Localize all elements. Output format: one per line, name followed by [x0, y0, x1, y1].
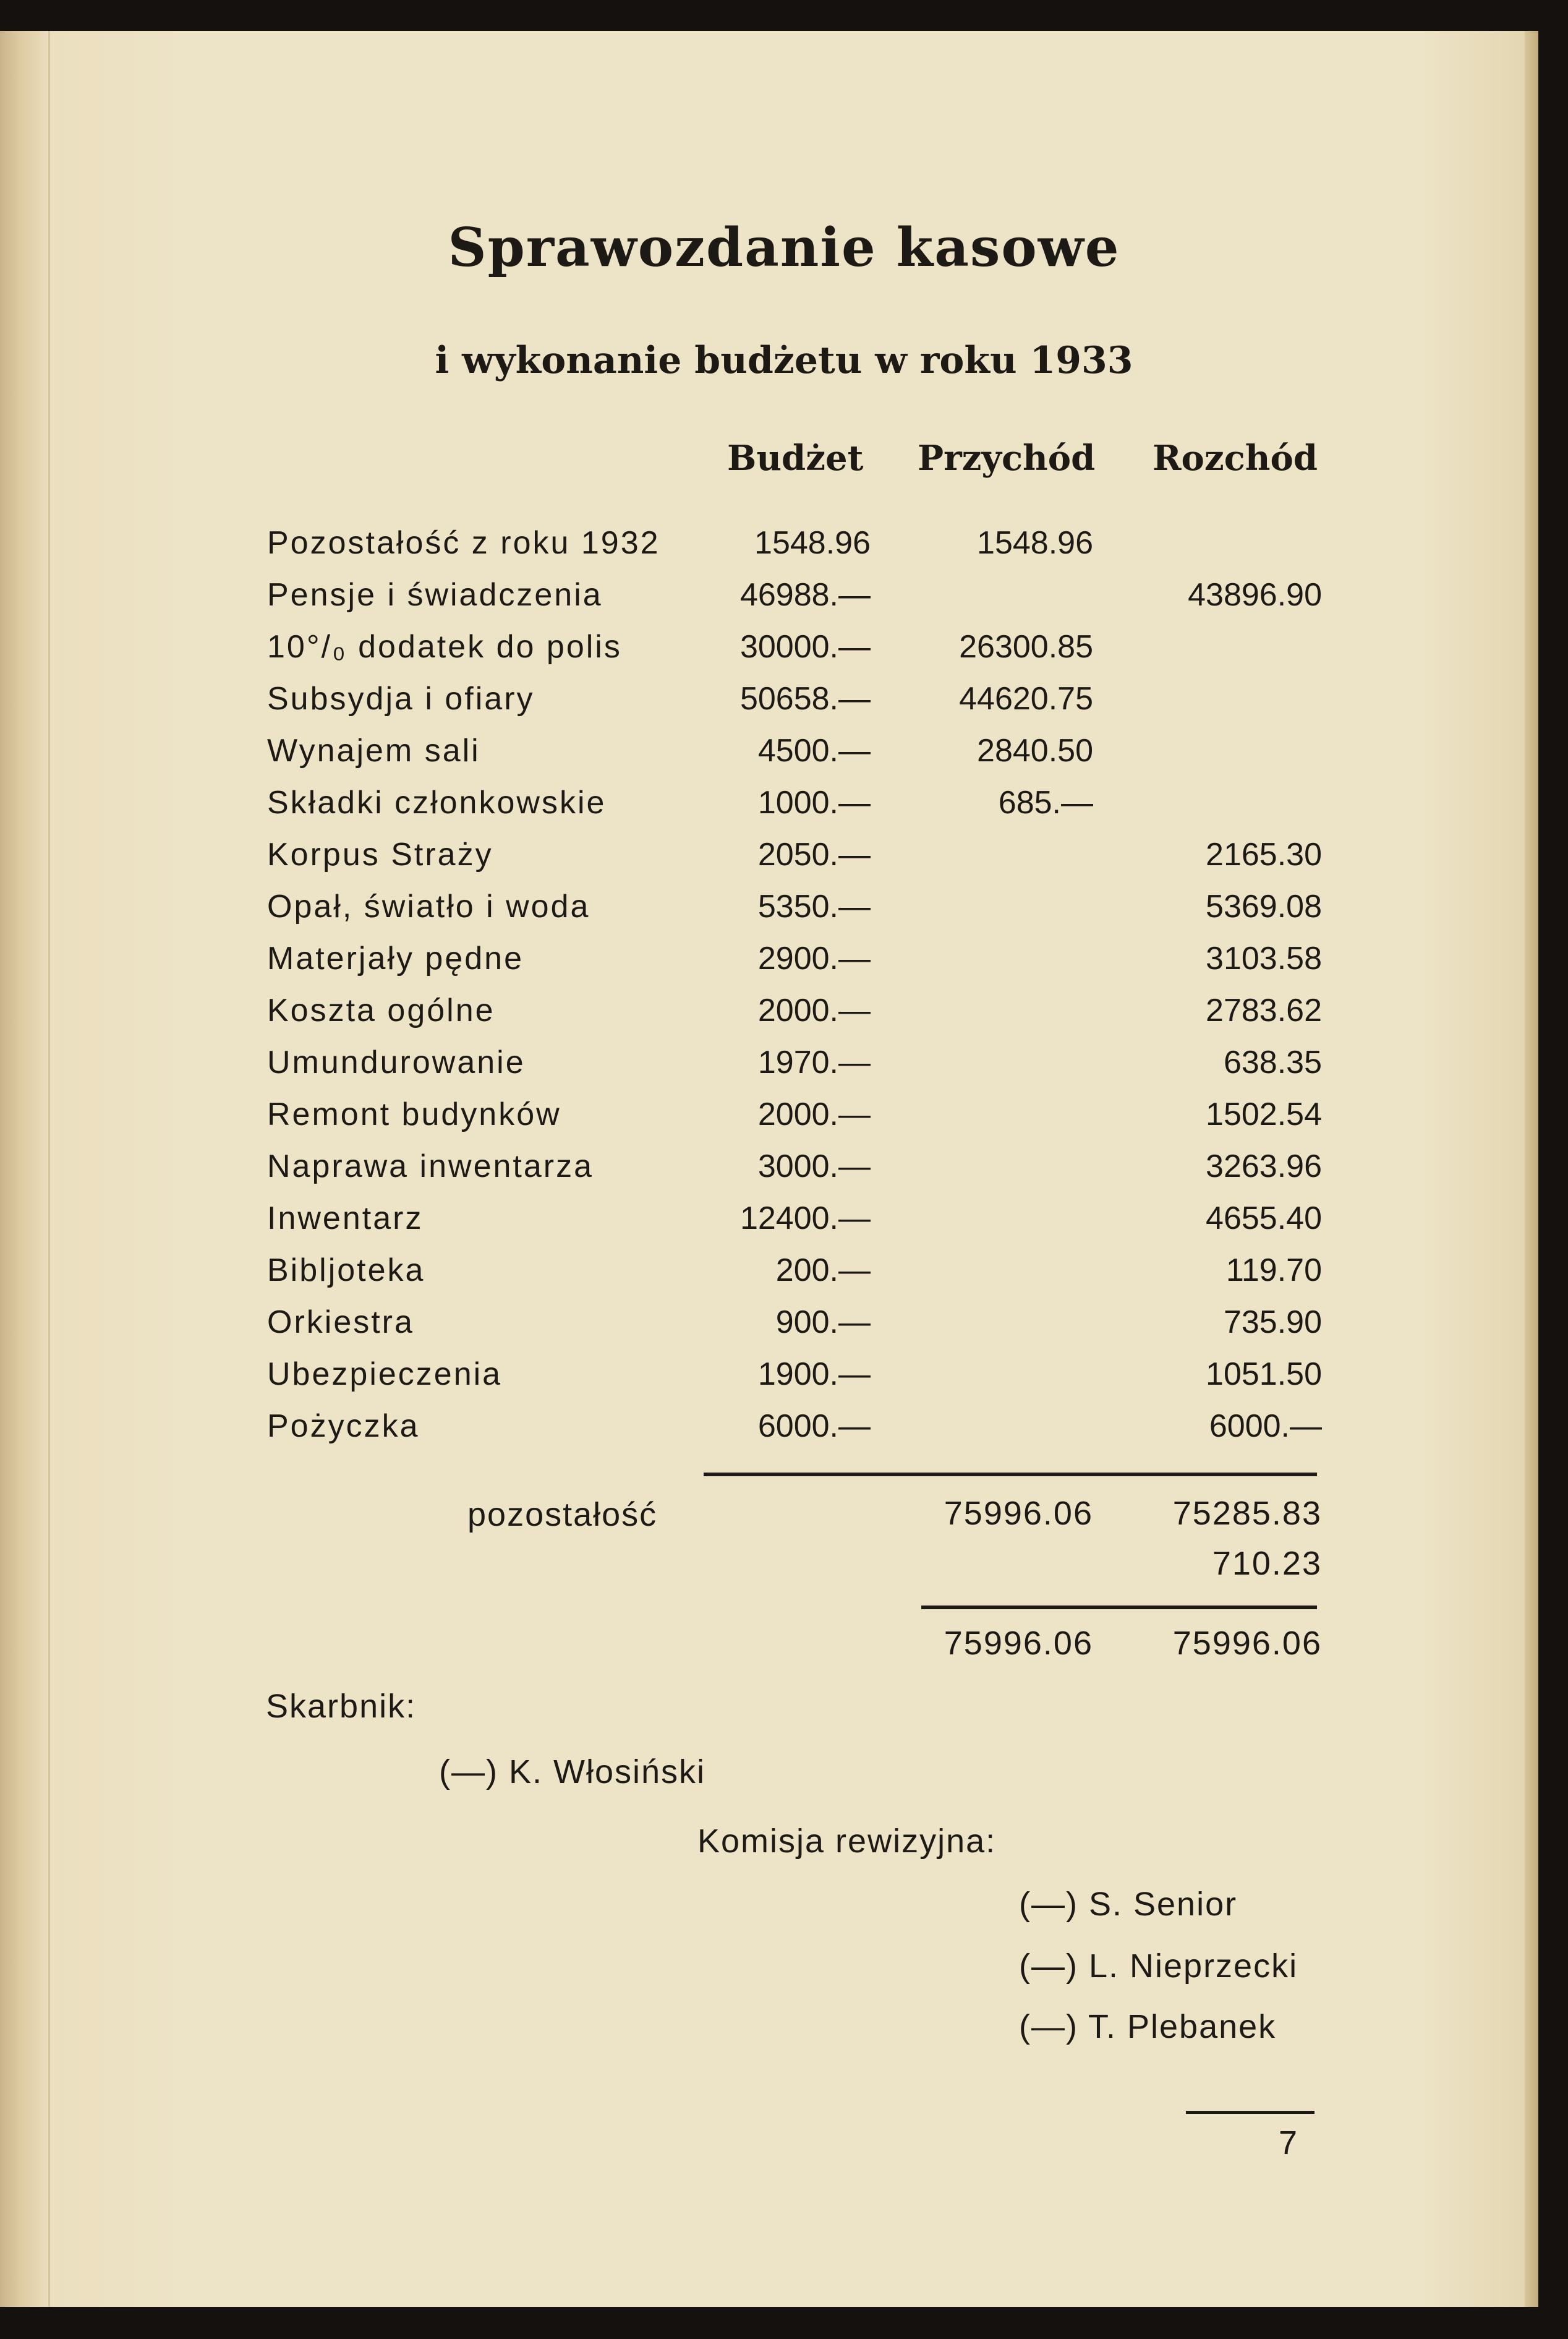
cell-rozchod: 1502.54 — [1206, 1097, 1322, 1132]
table-row — [0, 1408, 1568, 1460]
table-row — [0, 732, 1568, 784]
row-label: Ubezpieczenia — [267, 1356, 503, 1392]
cell-budzet: 12400.— — [739, 1200, 871, 1236]
commission-label: Komisja rewizyjna: — [697, 1823, 997, 1860]
cell-rozchod: 3103.58 — [1206, 941, 1322, 977]
cell-przychod: 1548.96 — [977, 525, 1093, 561]
row-label: Korpus Straży — [267, 837, 493, 873]
table-row — [0, 784, 1568, 836]
table-row — [0, 576, 1568, 628]
commission-member: (—) L. Nieprzecki — [1019, 1948, 1298, 1985]
remainder-rozchod: 710.23 — [1212, 1545, 1322, 1582]
row-label: Bibljoteka — [267, 1252, 425, 1288]
cell-budzet: 1900.— — [757, 1356, 871, 1392]
cell-budzet: 2050.— — [757, 837, 871, 873]
document-title: Sprawozdanie kasowe — [448, 216, 1120, 279]
cell-rozchod: 735.90 — [1223, 1304, 1322, 1340]
column-header-rozchod: Rozchód — [1153, 438, 1318, 479]
table-row — [0, 836, 1568, 888]
row-label: Umundurowanie — [267, 1045, 526, 1080]
cell-rozchod: 2783.62 — [1206, 993, 1322, 1028]
cell-budzet: 900.— — [775, 1304, 871, 1340]
cell-budzet: 2000.— — [757, 993, 871, 1028]
table-row — [0, 1200, 1568, 1252]
cell-przychod: 26300.85 — [959, 629, 1093, 665]
cell-budzet: 1000.— — [757, 785, 871, 821]
table-row — [0, 680, 1568, 732]
subtotal-rozchod: 75285.83 — [1172, 1495, 1322, 1532]
total-rule — [921, 1606, 1317, 1609]
cell-budzet: 50658.— — [739, 681, 871, 717]
page-number-rule — [1186, 2111, 1314, 2114]
treasurer-name: (—) K. Włosiński — [439, 1753, 706, 1790]
subtotal-przychod: 75996.06 — [944, 1495, 1093, 1532]
cell-przychod: 2840.50 — [977, 733, 1093, 769]
row-label: Pozostałość z roku 1932 — [267, 525, 660, 561]
row-label: Pożyczka — [267, 1408, 420, 1444]
table-row — [0, 992, 1568, 1044]
row-label: Materjały pędne — [267, 941, 524, 977]
cell-budzet: 1970.— — [757, 1045, 871, 1080]
table-row — [0, 1148, 1568, 1200]
table-row — [0, 1252, 1568, 1304]
cell-budzet: 46988.— — [739, 577, 871, 613]
cell-rozchod: 6000.— — [1209, 1408, 1322, 1444]
cell-budzet: 2000.— — [757, 1097, 871, 1132]
table-row — [0, 1304, 1568, 1356]
cell-budzet: 200.— — [775, 1252, 871, 1288]
total-rozchod: 75996.06 — [1172, 1625, 1322, 1662]
cell-budzet: 5350.— — [757, 889, 871, 925]
table-row — [0, 524, 1568, 576]
row-label: Remont budynków — [267, 1097, 561, 1132]
table-row — [0, 1356, 1568, 1408]
row-label: Subsydja i ofiary — [267, 681, 535, 717]
commission-member: (—) S. Senior — [1019, 1886, 1238, 1923]
table-row — [0, 940, 1568, 992]
cell-rozchod: 119.70 — [1225, 1252, 1322, 1288]
row-label: Pensje i świadczenia — [267, 577, 603, 613]
row-label: Inwentarz — [267, 1200, 424, 1236]
cell-budzet: 1548.96 — [754, 525, 871, 561]
subtotal-rule — [704, 1473, 1317, 1476]
cell-rozchod: 43896.90 — [1188, 577, 1322, 613]
page-number: 7 — [1278, 2124, 1298, 2162]
commission-member: (—) T. Plebanek — [1019, 2008, 1277, 2045]
total-przychod: 75996.06 — [944, 1625, 1093, 1662]
row-label: Składki członkowskie — [267, 785, 607, 821]
row-label: Opał, światło i woda — [267, 889, 590, 925]
cell-budzet: 3000.— — [757, 1148, 871, 1184]
cell-przychod: 685.— — [998, 785, 1093, 821]
table-row — [0, 888, 1568, 940]
row-label: Koszta ogólne — [267, 993, 495, 1028]
row-label: 10°/₀ dodatek do polis — [267, 629, 622, 665]
cell-rozchod: 3263.96 — [1206, 1148, 1322, 1184]
row-label: Naprawa inwentarza — [267, 1148, 594, 1184]
cell-rozchod: 638.35 — [1223, 1045, 1322, 1080]
table-row — [0, 628, 1568, 680]
treasurer-label: Skarbnik: — [266, 1688, 417, 1725]
cell-rozchod: 5369.08 — [1206, 889, 1322, 925]
cell-rozchod: 1051.50 — [1206, 1356, 1322, 1392]
document-subtitle: i wykonanie budżetu w roku 1933 — [435, 339, 1133, 382]
cell-budzet: 4500.— — [757, 733, 871, 769]
cell-rozchod: 2165.30 — [1206, 837, 1322, 873]
column-header-przychod: Przychód — [918, 438, 1096, 479]
cell-budzet: 30000.— — [739, 629, 871, 665]
cell-przychod: 44620.75 — [959, 681, 1093, 717]
row-label: Orkiestra — [267, 1304, 414, 1340]
cell-rozchod: 4655.40 — [1206, 1200, 1322, 1236]
row-label: Wynajem sali — [267, 733, 480, 769]
table-row — [0, 1044, 1568, 1096]
table-row — [0, 1096, 1568, 1148]
remainder-label: pozostałość — [467, 1496, 658, 1533]
cell-budzet: 6000.— — [757, 1408, 871, 1444]
cell-budzet: 2900.— — [757, 941, 871, 977]
column-header-budzet: Budżet — [727, 438, 864, 479]
